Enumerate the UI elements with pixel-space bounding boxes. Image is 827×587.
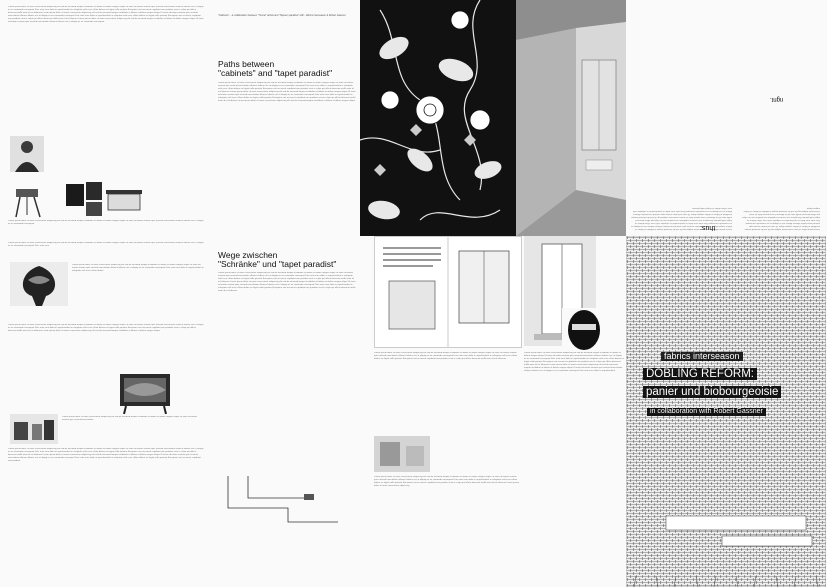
floral-pattern	[360, 0, 516, 236]
portrait-photo	[10, 136, 44, 172]
interior-photo	[374, 436, 430, 472]
caption-text: Lorem ipsum dolor sit amet consectetur adipiscing elit sed do eiusmod tempor incididunt ut labore et dolore magna aliqua Ut enim ad minim veniam quis nostrud exercitation ullamco laboris nisi ut aliquip ex ea commodo consequat Duis aute irure dolor in reprehenderit in voluptate velit esse cillum dolore eu fugiat nulla pariatur Excepteur sint occaecat cupidatat non proident sunt in culpa qui officia deserunt mollit anim id est laborum	[374, 352, 517, 360]
body-text-block: Lorem ipsum dolor sit amet consectetur adipiscing elit sed do eiusmod tempor incididunt ut labore et dolore magna aliqua Ut enim ad minim veniam quis nostrud exercitation ullamco laboris nisi ut aliquip ex ea commodo consequat Duis aute irure dolor in reprehenderit in voluptate velit esse cillum dolore eu fugiat nulla pariatur Excepteur sint occaecat cupidatat non proident sunt in culpa qui officia deserunt mollit anim id est laborum Lorem ipsum dolor sit amet consectetur adipiscing elit sed do eiusmod tempor incididunt ut labore et dolore magna aliqua	[8, 324, 204, 332]
colophon-text: Lorem ipsum dolor sit amet consectetur adipiscing elit sed do eiusmod tempor incididunt ut labore et dolore magna aliqua Ut enim ad minim veniam quis nostrud exercitation ullamco laboris nisi ut aliquip ex ea commodo consequat Duis aute irure dolor in reprehenderit in voluptate velit esse cillum dolore eu fugiat nulla pariatur Excepteur sint occaecat cupidatat non proident sunt in culpa qui officia deserunt mollit anim id est laborum Lorem ipsum dolor sit amet consectetur adipiscing elit sed do eiusmod tempor incididunt ut labore et dolore magna aliqua Ut enim ad minim veniam quis nostrud exercitation ullamco laboris nisi ut aliquip ex ea commodo consequat Duis aute irure dolor in reprehenderit	[524, 352, 624, 372]
hifi-illustration	[64, 180, 146, 220]
english-heading-line2: "cabinets" and "tapet paradist"	[218, 68, 333, 78]
brand-line-3: panier und biobourgeoisie	[643, 386, 781, 398]
rotated-text-wrap	[626, 0, 736, 236]
german-body	[218, 272, 356, 450]
masked-face-illustration	[562, 308, 604, 356]
interior-illustration	[374, 436, 430, 472]
body-text-block: Lorem ipsum dolor sit amet consectetur adipiscing elit sed do eiusmod tempor incididunt ut labore et dolore magna aliqua Ut enim ad minim veniam quis nostrud exercitation ullamco laboris nisi ut aliquip ex ea commodo consequat Duis aute irure dolor in reprehenderit in voluptate velit esse cillum dolore eu fugiat nulla pariatur Excepteur sint occaecat cupidatat non proident sunt in culpa qui officia deserunt mollit anim id est laborum Lorem ipsum dolor sit amet consectetur adipiscing elit sed do eiusmod tempor incididunt ut labore et dolore magna aliqua Ut enim ad minim veniam quis nostrud exercitation ullamco laboris nisi ut aliquip ex ea commodo consequat Duis aute irure dolor in reprehenderit in voluptate velit esse cillum dolore eu fugiat nulla pariatur Excepteur sint occaecat cupidatat non proident	[8, 448, 204, 462]
rotated-body-text: Lorem ipsum dolor sit amet consectetur adipiscing elit sed do eiusmod tempor incididunt ut labore et dolore magna aliqua Ut enim ad minim veniam quis nostrud exercitation ullamco laboris nisi ut aliquip ex ea commodo consequat Duis aute irure dolor in reprehenderit in voluptate velit esse cillum dolore eu fugiat nulla pariatur Excepteur sint occaecat cupidatat non proident sunt in culpa qui officia deserunt mollit anim id est laborum Lorem ipsum dolor sit amet consectetur adipiscing elit sed do eiusmod tempor incididunt ut labore et dolore magna aliqua Ut enim ad minim veniam quis nostrud exercitation ullamco laboris nisi ut aliquip ex ea commodo consequat Duis aute irure dolor in reprehenderit in voluptate velit esse cillum dolore eu fugiat nulla pariatur	[631, 207, 732, 230]
bottom-center-text	[374, 352, 520, 430]
floral-wallpaper-panel	[360, 0, 516, 236]
caption-text: Lorem ipsum dolor sit amet consectetur adipiscing elit sed do eiusmod tempor incididunt ut labore et dolore magna aliqua Ut enim ad minim veniam quis nostrud exercitation ullamco laboris nisi ut aliquip ex ea commodo consequat Duis aute irure dolor in reprehenderit in voluptate velit esse cillum dolore	[72, 264, 204, 272]
german-heading	[218, 251, 353, 269]
english-heading	[218, 60, 353, 78]
german-heading-line2: "Schränke" und "tapet paradist"	[218, 259, 337, 269]
thus-label: thus:	[700, 224, 716, 231]
english-body-text: Lorem ipsum dolor sit amet consectetur adipiscing elit sed do eiusmod tempor incididunt ut labore et dolore magna aliqua Ut enim ad minim veniam quis nostrud exercitation ullamco laboris nisi ut aliquip ex ea commodo consequat Duis aute irure dolor in reprehenderit in voluptate velit esse cillum dolore eu fugiat nulla pariatur Excepteur sint occaecat cupidatat non proident sunt in culpa qui officia deserunt mollit anim id est laborum Lorem ipsum dolor sit amet consectetur adipiscing elit sed do eiusmod tempor incididunt ut labore et dolore magna aliqua Ut enim ad minim veniam quis nostrud exercitation ullamco laboris nisi ut aliquip ex ea commodo consequat Duis aute irure dolor in reprehenderit in voluptate velit esse cillum dolore eu fugiat nulla pariatur Excepteur sint occaecat cupidatat non proident sunt in culpa qui officia deserunt mollit anim id est laborum Lorem ipsum dolor sit amet consectetur adipiscing elit sed do eiusmod tempor incididunt ut labore et dolore magna aliqua	[218, 82, 356, 102]
column-left	[2, 0, 212, 587]
caption-text: Lorem ipsum dolor sit amet consectetur adipiscing elit sed do eiusmod tempor incididunt ut labore et dolore magna aliqua Ut enim ad minim veniam quis nostrud exercitation ullamco laboris nisi ut aliquip ex ea commodo consequat	[8, 220, 204, 225]
right-label: right.	[770, 96, 784, 102]
book-spread-illustration	[375, 237, 521, 347]
floor-plan-illustration	[218, 468, 358, 530]
caption-text: Lorem ipsum dolor sit amet consectetur adipiscing elit sed do eiusmod tempor incididunt ut labore et dolore magna aliqua Ut enim ad minim veniam quis nostrud exercitation ullamco laboris nisi ut aliquip ex ea commodo consequat Duis aute irure dolor in reprehenderit in voluptate velit esse cillum dolore eu fugiat nulla pariatur Excepteur sint occaecat cupidatat non proident sunt in culpa qui officia deserunt mollit anim id est laborum Lorem ipsum dolor sit amet consectetur adipiscing	[374, 476, 519, 487]
masked-face-photo	[562, 308, 604, 356]
caption-text: Lorem ipsum dolor sit amet consectetur adipiscing elit sed do eiusmod tempor incididunt ut labore et dolore magna aliqua Ut enim ad minim veniam quis nostrud exercitation	[62, 416, 197, 421]
intro-text: "Cabinets" – a collaboration between "Tunnel" artists and "Tapeten paradiso" with...fabrics interseason & Robert Gassner	[218, 14, 346, 17]
body-text-block: Lorem ipsum dolor sit amet consectetur adipiscing elit sed do eiusmod tempor incididunt ut labore et dolore magna aliqua Ut enim ad minim veniam quis nostrud exercitation ullamco laboris nisi ut aliquip ex ea commodo consequat Duis aute irure dolor in reprehenderit in voluptate velit esse cillum dolore eu fugiat nulla pariatur Excepteur sint occaecat cupidatat non proident sunt in culpa qui officia deserunt mollit anim id est laborum Lorem ipsum dolor sit amet consectetur adipiscing elit sed do eiusmod tempor incididunt ut labore et dolore magna aliqua Ut enim ad minim veniam quis nostrud exercitation ullamco laboris nisi ut aliquip ex ea commodo consequat Duis aute irure dolor in reprehenderit in voluptate velit esse cillum dolore eu fugiat nulla pariatur Excepteur sint occaecat cupidatat non proident sunt in culpa qui officia deserunt mollit anim id est laborum Lorem ipsum dolor sit amet consectetur adipiscing elit sed do eiusmod tempor incididunt ut labore et dolore magna aliqua Ut enim ad minim veniam quis nostrud exercitation ullamco laboris nisi ut aliquip ex ea commodo consequat	[8, 6, 204, 23]
steel-chair-photo	[10, 183, 54, 219]
left-text-bottom	[8, 448, 204, 580]
chairs-illustration	[10, 414, 58, 444]
left-text-middle	[8, 324, 204, 402]
tree-wallpaper-photo	[10, 262, 68, 306]
ornate-cabinet-photo	[118, 372, 172, 414]
hifi-equipment-photo	[64, 180, 146, 220]
caption-text: Lorem ipsum dolor sit amet consectetur adipiscing elit sed do eiusmod tempor incididunt ut labore et dolore magna aliqua Ut enim ad minim veniam quis nostrud exercitation ullamco laboris nisi ut aliquip ex ea commodo consequat Duis aute irure	[8, 242, 204, 247]
caption-block-1	[8, 220, 204, 240]
brand-line-1: fabrics interseason	[661, 352, 743, 361]
chair-illustration	[10, 183, 54, 219]
german-body-text: Lorem ipsum dolor sit amet consectetur adipiscing elit sed do eiusmod tempor incididunt ut labore et dolore magna aliqua Ut enim ad minim veniam quis nostrud exercitation ullamco laboris nisi ut aliquip ex ea commodo consequat Duis aute irure dolor in reprehenderit in voluptate velit esse cillum dolore eu fugiat nulla pariatur Excepteur sint occaecat cupidatat non proident sunt in culpa qui officia deserunt mollit anim id est laborum Lorem ipsum dolor sit amet consectetur adipiscing elit sed do eiusmod tempor incididunt ut labore et dolore magna aliqua Ut enim ad minim veniam quis nostrud exercitation ullamco laboris nisi ut aliquip ex ea commodo consequat Duis aute irure dolor in reprehenderit in voluptate velit esse cillum dolore eu fugiat nulla pariatur Excepteur sint occaecat cupidatat non proident sunt in culpa qui officia deserunt mollit anim id est laborum	[218, 272, 356, 292]
rotated-body-text-2: Lorem ipsum dolor sit amet consectetur adipiscing elit sed do eiusmod tempor incididunt ut labore et dolore magna aliqua Ut enim ad minim veniam quis nostrud exercitation ullamco laboris nisi ut aliquip ex ea commodo consequat Duis aute irure dolor in reprehenderit in voluptate velit esse cillum dolore eu fugiat nulla pariatur Excepteur sint occaecat cupidatat non proident sunt in culpa qui officia deserunt mollit anim id est laborum Lorem ipsum dolor sit amet consectetur adipiscing elit sed do eiusmod tempor incididunt ut labore et dolore magna aliqua	[742, 207, 820, 230]
room-photo	[516, 0, 626, 236]
caption-block-4	[62, 416, 204, 440]
bottom-center-text-2	[374, 476, 520, 576]
german-heading-line1: Wege zwischen	[218, 250, 278, 260]
tree-illustration	[10, 262, 68, 306]
rotated-text-wrap-2	[738, 0, 824, 236]
floor-plan-drawing	[218, 468, 358, 530]
chairs-photo	[10, 414, 58, 444]
book-spread-photo	[374, 236, 522, 348]
english-heading-line1: Paths between	[218, 59, 275, 69]
cabinet-illustration	[118, 372, 172, 414]
portrait-illustration	[10, 136, 44, 172]
caption-block-3	[72, 264, 204, 304]
rotated-text-col-1	[626, 0, 736, 236]
caption-block-2	[8, 242, 204, 264]
brand-line-2: DÖBLING REFORM:	[643, 368, 757, 380]
brand-line-4: in collaboration with Robert Gassner	[647, 408, 766, 416]
colophon-column	[524, 352, 624, 576]
rotated-text-col-2	[738, 0, 824, 236]
room-illustration	[516, 0, 626, 236]
english-body	[218, 82, 356, 242]
brand-block	[643, 346, 823, 418]
